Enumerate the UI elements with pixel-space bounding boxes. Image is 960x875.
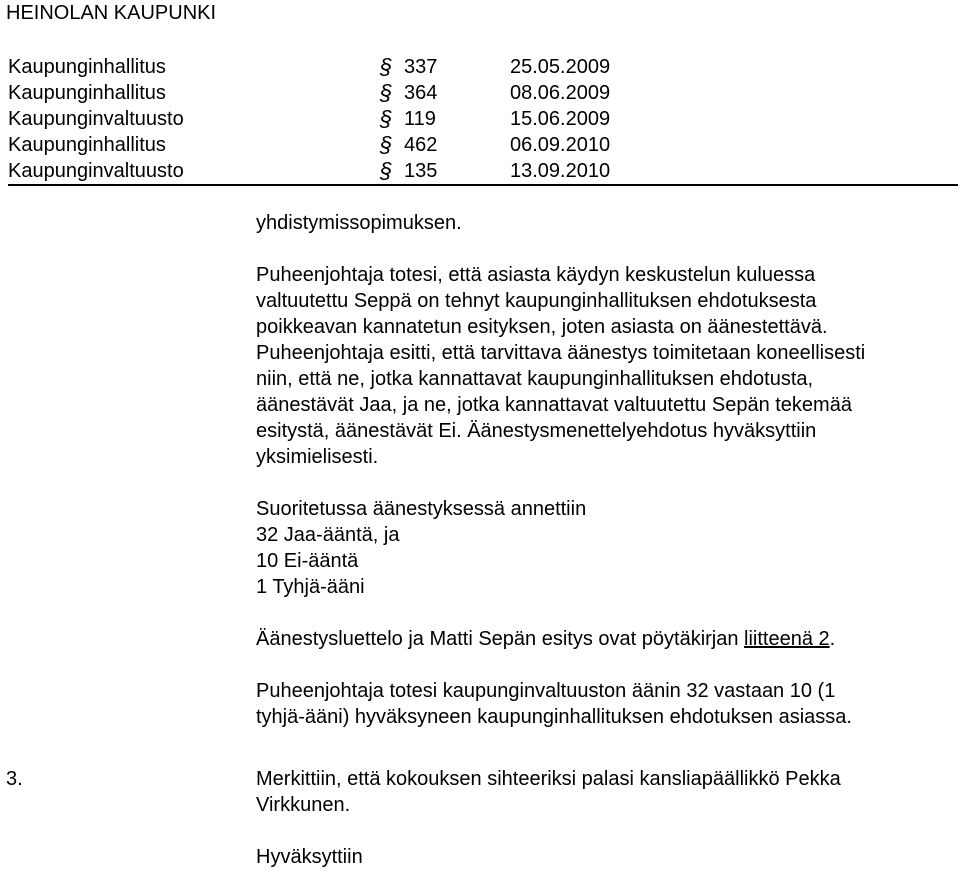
section-number: 119 xyxy=(404,108,436,130)
text-line: Puheenjohtaja totesi kaupunginvaltuuston äänin 32 vastaan 10 (1 xyxy=(256,680,836,702)
section-number: 462 xyxy=(404,134,438,156)
text-line: Virkkunen. xyxy=(256,794,351,816)
meeting-body: Kaupunginhallitus xyxy=(8,82,166,104)
text-line: Puheenjohtaja totesi, että asiasta käydyn keskustelun kuluessa xyxy=(256,264,816,286)
meeting-row xyxy=(8,54,958,80)
attachment-note xyxy=(256,626,956,652)
text-line: valtuutettu Seppä on tehnyt kaupunginhallituksen ehdotuksesta xyxy=(256,290,817,312)
section-sign: § xyxy=(380,80,393,105)
text-line: tyhjä-ääni) hyväksyneen kaupunginhallituksen ehdotuksen asiassa. xyxy=(256,706,852,728)
text-line: 32 Jaa-ääntä, ja xyxy=(256,524,400,546)
section-number: 337 xyxy=(404,56,438,78)
decision-paragraph xyxy=(256,678,956,730)
meeting-reference-table xyxy=(8,54,958,186)
meeting-body: Kaupunginhallitus xyxy=(8,134,166,156)
text-line: Suoritetussa äänestyksessä annettiin xyxy=(256,498,587,520)
section-sign: § xyxy=(380,132,393,157)
attachment-period: . xyxy=(829,628,836,650)
attachment-text: Äänestysluettelo ja Matti Sepän esitys ovat pöytäkirjan xyxy=(256,628,745,650)
item-number: 3. xyxy=(6,768,23,790)
vote-result xyxy=(256,496,956,600)
meeting-date: 08.06.2009 xyxy=(510,82,611,104)
section-sign: § xyxy=(380,106,393,131)
meeting-date: 13.09.2010 xyxy=(510,160,611,182)
meeting-date: 25.05.2009 xyxy=(510,56,611,78)
section-number: 364 xyxy=(404,82,438,104)
intro-line: yhdistymissopimuksen. xyxy=(256,212,462,234)
text-line: Merkittiin, että kokouksen sihteeriksi palasi kansliapäällikkö Pekka xyxy=(256,768,841,790)
meeting-date: 15.06.2009 xyxy=(510,108,611,130)
section-sign: § xyxy=(380,54,393,79)
text-line: äänestävät Jaa, ja ne, jotka kannattavat valtuutettu Sepän tekemää xyxy=(256,394,852,416)
debate-paragraph xyxy=(256,262,956,470)
meeting-row xyxy=(8,132,958,158)
text-line: poikkeavan kannatetun esityksen, joten asiasta on äänestettävä. xyxy=(256,316,828,338)
meeting-date: 06.09.2010 xyxy=(510,134,611,156)
meeting-body: Kaupunginvaltuusto xyxy=(8,108,184,130)
item-text xyxy=(256,766,956,870)
text-line: esitystä, äänestävät Ei. Äänestysmenettelyehdotus hyväksyttiin xyxy=(256,420,817,442)
meeting-body: Kaupunginhallitus xyxy=(8,56,166,78)
meeting-row xyxy=(8,80,958,106)
organization-header: HEINOLAN KAUPUNKI xyxy=(6,2,217,24)
text-line: niin, että ne, jotka kannattavat kaupunginhallituksen ehdotusta, xyxy=(256,368,814,390)
section-number: 135 xyxy=(404,160,438,182)
meeting-body: Kaupunginvaltuusto xyxy=(8,160,184,182)
meeting-row xyxy=(8,106,958,132)
meeting-row xyxy=(8,158,958,184)
attachment-reference: liitteenä 2 xyxy=(744,628,830,650)
text-line: yksimielisesti. xyxy=(256,446,379,468)
minutes-body xyxy=(256,210,956,730)
text-line: 1 Tyhjä-ääni xyxy=(256,576,365,598)
item-decision: Hyväksyttiin xyxy=(256,846,363,868)
text-line: Puheenjohtaja esitti, että tarvittava äänestys toimitetaan koneellisesti xyxy=(256,342,866,364)
section-sign: § xyxy=(380,158,393,183)
text-line: 10 Ei-ääntä xyxy=(256,550,359,572)
